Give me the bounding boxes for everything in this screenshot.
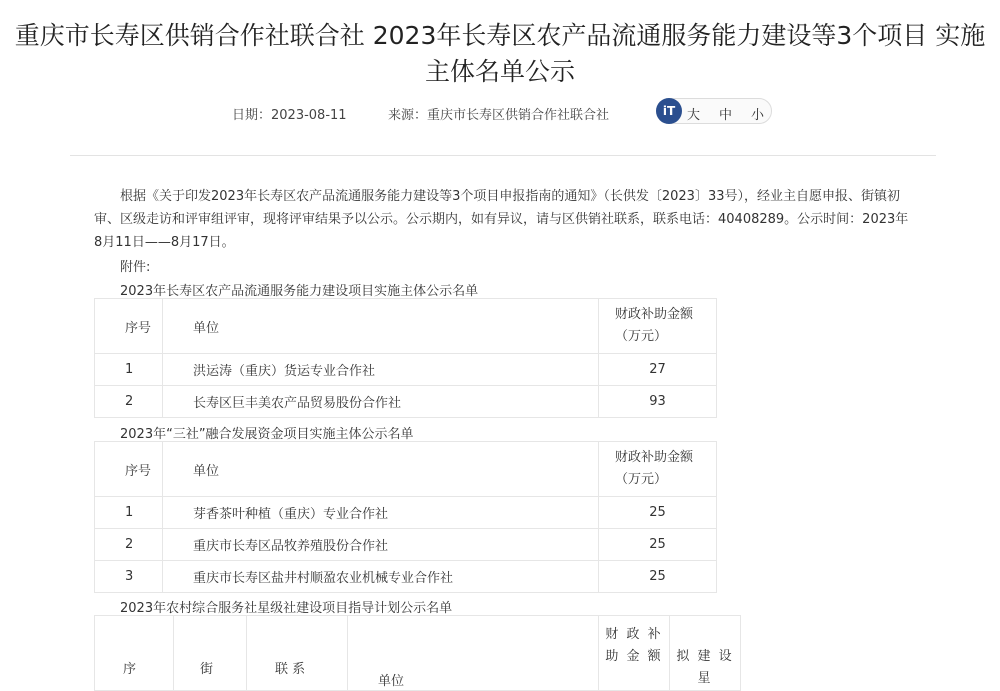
header-cell: 财 政 补 助 金 额 xyxy=(599,616,670,691)
attachment-label: 附件: xyxy=(120,260,151,275)
table-row xyxy=(95,561,717,593)
font-medium-button[interactable]: 中 xyxy=(719,108,733,123)
table-cell: 1 xyxy=(95,354,163,386)
table-header-row xyxy=(95,299,717,354)
article-source: 来源：重庆市长寿区供销合作社联合社 xyxy=(388,108,610,123)
publish-date: 日期：2023-08-11 xyxy=(232,108,347,123)
table3 xyxy=(94,615,741,691)
table1 xyxy=(94,298,717,418)
table-row xyxy=(95,386,717,418)
table-cell: 27 xyxy=(599,354,717,386)
table-cell: 93 xyxy=(599,386,717,418)
table-cell: 2 xyxy=(95,386,163,418)
table-cell: 1 xyxy=(95,497,163,529)
table-cell: 25 xyxy=(599,529,717,561)
article-meta xyxy=(0,98,1000,126)
intro-paragraph: 根据《关于印发2023年长寿区农产品流通服务能力建设等3个项目申报指南的通知》（长供发〔2023〕33号），经业主自愿申报、街镇初审、区级走访和评审组评审，现将评审结果予以公示。公示期内，如有异议，请与区供销社联系，联系电话：40408289。公示时间：2023年8月11日——8月17日。 xyxy=(94,189,909,250)
font-size-icon: iT xyxy=(656,98,682,124)
font-size-control xyxy=(656,98,772,124)
table-cell: 25 xyxy=(599,497,717,529)
table-header-row xyxy=(95,616,741,691)
table-row xyxy=(95,529,717,561)
header-cell: 拟 建 设 星 xyxy=(670,616,741,691)
table-cell: 25 xyxy=(599,561,717,593)
header-cell: 单位 xyxy=(163,299,599,354)
table-cell: 芽香茶叶种植（重庆）专业合作社 xyxy=(163,497,599,529)
table-cell: 2 xyxy=(95,529,163,561)
header-cell: 单位 xyxy=(163,442,599,497)
table-cell: 重庆市长寿区品牧养殖股份合作社 xyxy=(163,529,599,561)
table-row xyxy=(95,354,717,386)
table-cell: 3 xyxy=(95,561,163,593)
header-cell: 序 xyxy=(95,616,174,691)
header-cell: 财政补助金额（万元） xyxy=(599,299,717,354)
header-cell: 单位 xyxy=(348,616,599,691)
table3-caption: 2023年农村综合服务社星级社建设项目指导计划公示名单 xyxy=(120,601,453,616)
font-small-button[interactable]: 小 xyxy=(751,108,765,123)
font-large-button[interactable]: 大 xyxy=(687,108,701,123)
table2 xyxy=(94,441,717,593)
table2-caption: 2023年“三社”融合发展资金项目实施主体公示名单 xyxy=(120,427,414,442)
table1-caption: 2023年长寿区农产品流通服务能力建设项目实施主体公示名单 xyxy=(120,284,479,299)
header-cell: 联 系 xyxy=(247,616,348,691)
table-row xyxy=(95,497,717,529)
table-cell: 长寿区巨丰美农产品贸易股份合作社 xyxy=(163,386,599,418)
header-cell: 序号 xyxy=(95,299,163,354)
divider xyxy=(70,155,936,156)
article-title: 重庆市长寿区供销合作社联合社 2023年长寿区农产品流通服务能力建设等3个项目 实施主体名单公示 xyxy=(14,21,986,86)
table-header-row xyxy=(95,442,717,497)
table-cell: 重庆市长寿区盐井村顺盈农业机械专业合作社 xyxy=(163,561,599,593)
header-cell: 街 xyxy=(174,616,247,691)
table-cell: 洪运涛（重庆）货运专业合作社 xyxy=(163,354,599,386)
header-cell: 序号 xyxy=(95,442,163,497)
header-cell: 财政补助金额（万元） xyxy=(599,442,717,497)
